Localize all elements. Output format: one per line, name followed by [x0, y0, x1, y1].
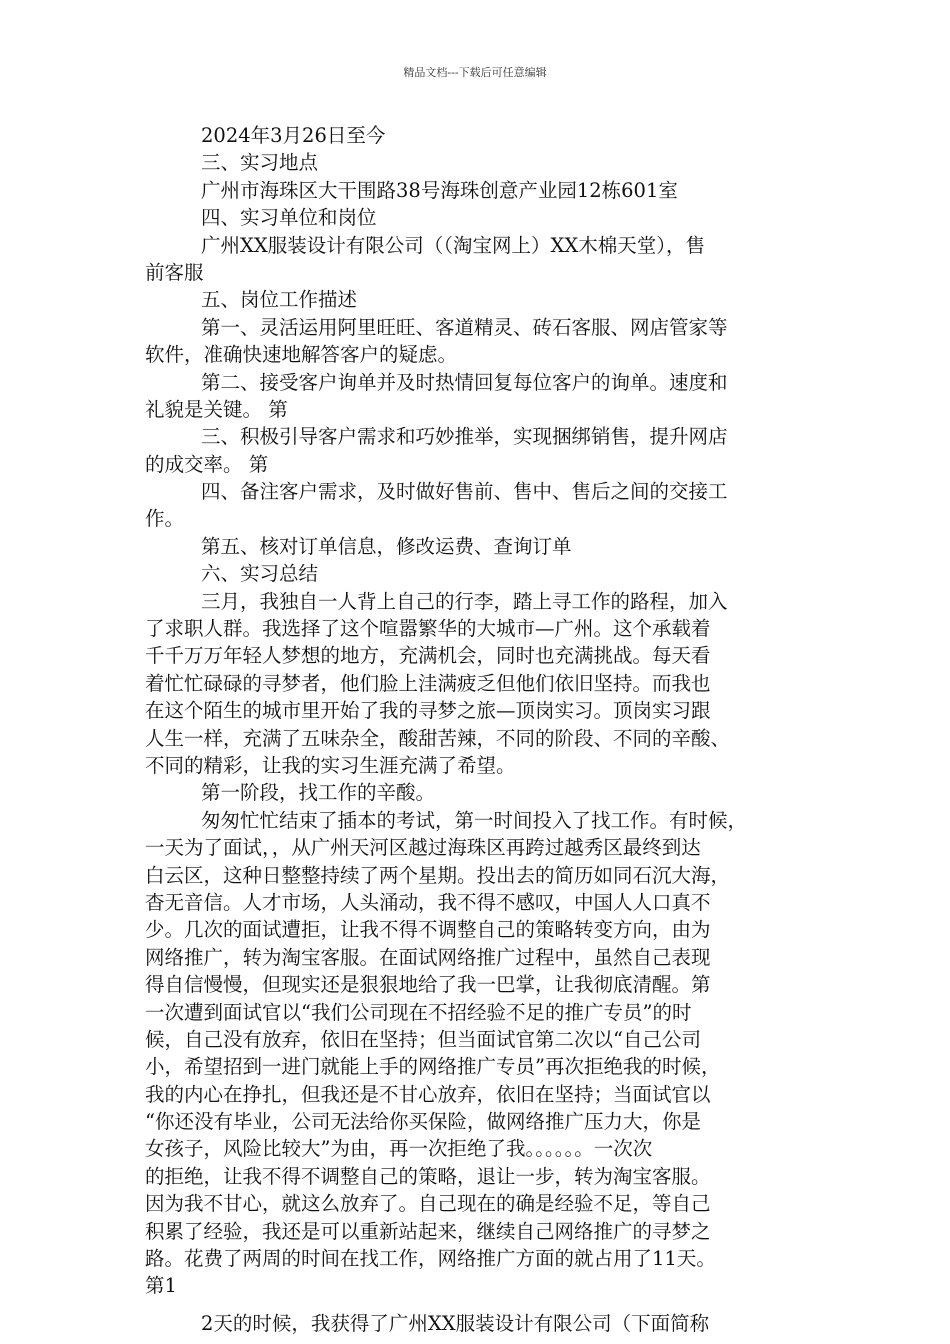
text-line: 软件，准确快速地解答客户的疑虑。	[145, 343, 458, 367]
text-line: 杳无音信。人才市场，人头涌动，我不得不感叹，中国人人口真不	[145, 890, 711, 914]
text-line: 匆匆忙忙结束了插本的考试，第一时间投入了找工作。有时候，	[201, 808, 748, 832]
text-line: 少。几次的面试遭拒，让我不得不调整自己的策略转变方向，由为	[145, 918, 711, 942]
text-line: 的成交率。 第	[145, 452, 269, 476]
text-line: 网络推广，转为淘宝客服。在面试网络推广过程中，虽然自己表现	[145, 945, 711, 969]
text-line: 路。花费了两周的时间在找工作，网络推广方面的就占用了11天。	[145, 1247, 716, 1271]
text-line: 第一阶段，找工作的辛酸。	[201, 781, 436, 805]
text-line: 女孩子，风险比较大”为由，再一次拒绝了我。。。。。。一次次	[145, 1137, 653, 1161]
text-line: 三、积极引导客户需求和巧妙推举，实现捆绑销售，提升网店	[201, 425, 728, 449]
text-line: 五、岗位工作描述	[201, 288, 358, 312]
text-line: 白云区，这种日整整持续了两个星期。投出去的简历如同石沉大海，	[145, 863, 731, 887]
text-line: 作。	[145, 507, 185, 531]
text-line: 礼貌是关键。 第	[145, 397, 288, 421]
text-line: 四、备注客户需求，及时做好售前、售中、售后之间的交接工	[201, 480, 728, 504]
text-line: 我的内心在挣扎，但我还是不甘心放弃，依旧在坚持；当面试官以	[145, 1082, 711, 1106]
document-body	[145, 122, 810, 1337]
text-line: 不同的精彩，让我的实习生涯充满了希望。	[145, 753, 516, 777]
text-line: 三、实习地点	[201, 151, 319, 175]
text-line: 前客服	[145, 260, 204, 284]
text-line: 广州市海珠区大干围路38号海珠创意产业园12栋601室	[201, 178, 678, 202]
text-line: 三月，我独自一人背上自己的行李，踏上寻工作的路程，加入	[201, 589, 728, 613]
text-line: 第五、核对订单信息，修改运费、查询订单	[201, 534, 572, 558]
text-line: 千千万万年轻人梦想的地方，充满机会，同时也充满挑战。每天看	[145, 644, 711, 668]
text-line: 第二、接受客户询单并及时热情回复每位客户的询单。速度和	[201, 370, 728, 394]
text-line: 第1	[145, 1274, 177, 1298]
text-line: “你还没有毕业，公司无法给你买保险，做网络推广压力大，你是	[145, 1110, 701, 1134]
text-line: 一天为了面试，，从广州天河区越过海珠区再跨过越秀区最终到达	[145, 836, 701, 860]
text-line: 广州XX服装设计有限公司（（淘宝网上）XX木棉天堂），售	[201, 233, 706, 257]
text-line: 四、实习单位和岗位	[201, 206, 377, 230]
text-line: 候，自己没有放弃，依旧在坚持；但当面试官第二次以“自己公司	[145, 1027, 701, 1051]
text-line: 在这个陌生的城市里开始了我的寻梦之旅—顶岗实习。顶岗实习跟	[145, 699, 711, 723]
text-line: 第一、灵活运用阿里旺旺、客道精灵、砖石客服、网店管家等	[201, 315, 728, 339]
text-line: 2天的时候，我获得了广州XX服装设计有限公司（下面简称	[201, 1311, 710, 1335]
text-line: 一次遭到面试官以“我们公司现在不招经验不足的推广专员”的时	[145, 1000, 692, 1024]
text-line: 的拒绝，让我不得不调整自己的策略，退让一步，转为淘宝客服。	[145, 1164, 711, 1188]
text-line: 得自信慢慢，但现实还是狠狠地给了我一巴掌，让我彻底清醒。第	[145, 973, 711, 997]
text-line: 人生一样，充满了五味杂全，酸甜苦辣，不同的阶段、不同的辛酸、	[145, 726, 731, 750]
text-line: 了求职人群。我选择了这个喧嚣繁华的大城市—广州。这个承载着	[145, 617, 711, 641]
text-line: 着忙忙碌碌的寻梦者，他们脸上洼满疲乏但他们依旧坚持。而我也	[145, 671, 711, 695]
text-line: 六、实习总结	[201, 562, 319, 586]
text-line: 小，希望招到一进门就能上手的网络推广专员”再次拒绝我的时候，	[145, 1055, 721, 1079]
text-line: 积累了经验，我还是可以重新站起来，继续自己网络推广的寻梦之	[145, 1219, 711, 1243]
text-line: 因为我不甘心，就这么放弃了。自己现在的确是经验不足，等自己	[145, 1192, 711, 1216]
text-line: 2024年3月26日至今	[201, 124, 386, 147]
page-header: 精品文档---下载后可任意编辑	[403, 66, 547, 79]
